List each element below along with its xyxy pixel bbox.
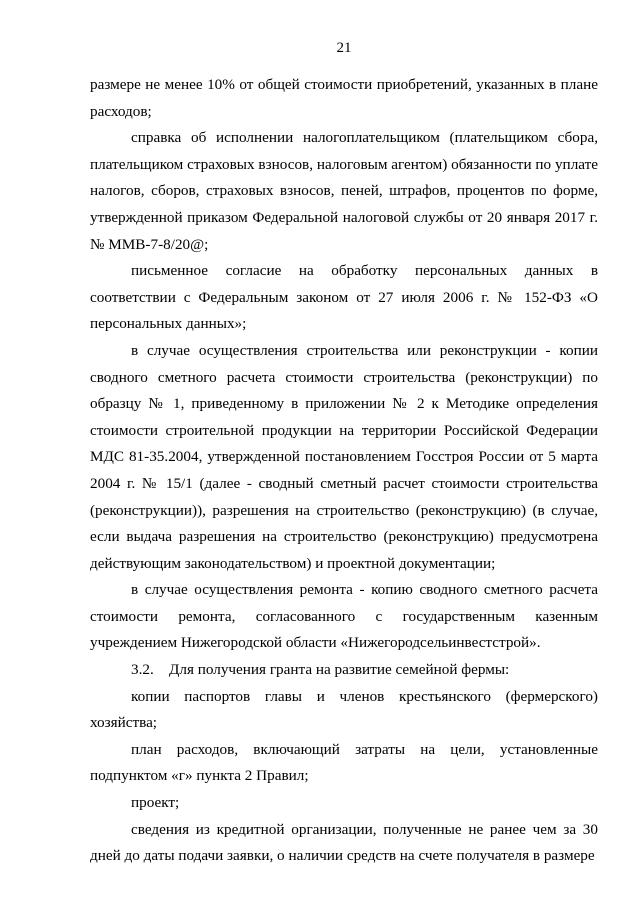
paragraph-passport-copies: копии паспортов главы и членов крестьянского (фермерского) хозяйства; [90,687,598,732]
paragraph-bank-info: сведения из кредитной организации, полученные не ранее чем за 30 дней до даты подачи заявки, о наличии средств на счете получателя в размере [90,820,598,865]
page-number: 21 [336,40,352,56]
paragraph-repair-estimate: в случае осуществления ремонта - копию сводного сметного расчета стоимости ремонта, согласованного с государственным казенным учреждением Нижегородской области «Нижегородсельинвестстрой». [90,581,598,652]
section-heading-3-2 [90,657,598,684]
paragraph-construction-estimate: в случае осуществления строительства или реконструкции - копии сводного сметного расчета стоимости строительства (реконструкции) по образцу № 1, приведенному в приложении № 2 к Методике определения стоимости строительной продукции на территории Российской Федерации МДС 81-35.2004, утвержденной постановлением Госстроя России от 5 марта 2004 г. № 15/1 (далее - сводный сметный расчет стоимости строительства (реконструкции)), разрешения на строительство (реконструкцию) (в случае, если выдача разрешения на строительство (реконструкцию) предусмотрена действующим законодательством) и проектной документации; [90,341,598,572]
paragraph-tax-certificate: справка об исполнении налогоплательщиком (плательщиком сбора, плательщиком страховых взносов, налоговым агентом) обязанности по уплате налогов, сборов, страховых взносов, пеней, штрафов, процентов по форме, утвержденной приказом Федеральной налоговой службы от 20 января 2017 г. № ММВ-7-8/20@; [90,129,598,253]
paragraph-personal-data-consent: письменное согласие на обработку персональных данных в соответствии с Федеральным законом от 27 июля 2006 г. № 152-ФЗ «О персональных данных»; [90,262,598,333]
paragraph-continuation: размере не менее 10% от общей стоимости приобретений, указанных в плане расходов; [90,76,598,120]
paragraph-expense-plan: план расходов, включающий затраты на цели, установленные подпунктом «г» пункта 2 Правил; [90,740,598,785]
section-number: 3.2. [131,661,154,679]
paragraph-project: проект; [131,794,180,812]
section-title: Для получения гранта на развитие семейной фермы: [169,661,510,679]
